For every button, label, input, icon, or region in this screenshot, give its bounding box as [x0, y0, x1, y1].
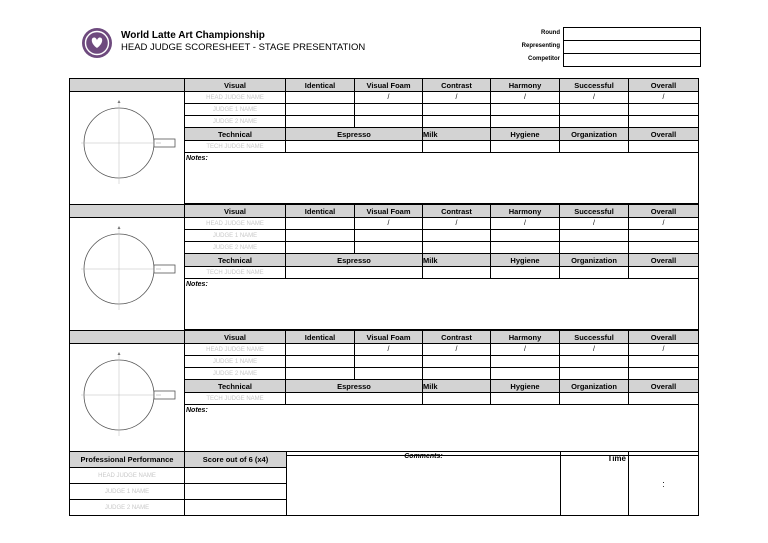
score-cell[interactable] [560, 393, 629, 405]
head-judge-name: HEAD JUDGE NAME [185, 92, 286, 104]
col-espresso: Espresso [286, 380, 423, 393]
score-cell[interactable]: / [560, 344, 629, 356]
col-overall: Overall [629, 79, 699, 92]
col-organization: Organization [560, 380, 629, 393]
score-cell[interactable] [286, 356, 355, 368]
col-identical: Identical [286, 79, 355, 92]
score-cell[interactable]: / [355, 218, 423, 230]
time-separator: : [662, 478, 665, 489]
score-cell[interactable] [423, 267, 491, 279]
col-harmony: Harmony [491, 79, 560, 92]
col-technical: Technical [185, 128, 286, 141]
col-overall: Overall [629, 205, 699, 218]
head-judge-name: HEAD JUDGE NAME [70, 468, 185, 484]
score-cell[interactable]: / [355, 344, 423, 356]
score-cell[interactable] [629, 116, 699, 128]
notes-label: Notes: [186, 407, 208, 414]
score-cell[interactable] [491, 116, 560, 128]
score-cell[interactable]: / [629, 92, 699, 104]
col-visual-foam: Visual Foam [355, 79, 423, 92]
score-cell[interactable] [286, 218, 355, 230]
score-cell[interactable] [491, 230, 560, 242]
time-label-cell [561, 452, 629, 516]
score-cell[interactable] [491, 242, 560, 254]
championship-logo [81, 27, 113, 59]
score-cell[interactable] [423, 242, 491, 254]
judge-2-name: JUDGE 2 NAME [185, 116, 286, 128]
col-successful: Successful [560, 205, 629, 218]
score-cell[interactable] [286, 393, 423, 405]
score-cell[interactable] [286, 141, 423, 153]
round-field[interactable] [563, 27, 701, 40]
col-tech-overall: Overall [629, 254, 699, 267]
score-cell[interactable]: / [491, 218, 560, 230]
score-cell[interactable] [560, 242, 629, 254]
score-cell[interactable] [355, 356, 423, 368]
score-cell[interactable] [560, 230, 629, 242]
score-cell[interactable] [629, 242, 699, 254]
score-cell[interactable] [491, 141, 560, 153]
score-cell[interactable] [423, 230, 491, 242]
score-cell[interactable] [355, 116, 423, 128]
col-hygiene: Hygiene [491, 254, 560, 267]
col-identical: Identical [286, 331, 355, 344]
score-cell[interactable] [560, 267, 629, 279]
judge-1-name: JUDGE 1 NAME [185, 356, 286, 368]
score-cell[interactable] [286, 368, 355, 380]
header-corner [70, 205, 185, 218]
head-judge-name: HEAD JUDGE NAME [185, 218, 286, 230]
score-cell[interactable] [355, 242, 423, 254]
score-cell[interactable] [629, 356, 699, 368]
score-cell[interactable] [560, 104, 629, 116]
score-cell[interactable] [629, 104, 699, 116]
score-cell[interactable] [560, 368, 629, 380]
notes-field[interactable] [185, 279, 699, 330]
col-visual: Visual [185, 331, 286, 344]
score-cell[interactable] [560, 141, 629, 153]
col-milk: Milk [423, 380, 491, 393]
head-judge-name: HEAD JUDGE NAME [185, 344, 286, 356]
time-field[interactable] [629, 452, 699, 516]
latte-cup-diagram [79, 350, 179, 440]
tech-judge-name: TECH JUDGE NAME [185, 267, 286, 279]
col-contrast: Contrast [423, 79, 491, 92]
score-cell[interactable] [423, 104, 491, 116]
col-organization: Organization [560, 128, 629, 141]
col-hygiene: Hygiene [491, 128, 560, 141]
col-contrast: Contrast [423, 331, 491, 344]
col-organization: Organization [560, 254, 629, 267]
score-cell[interactable] [355, 104, 423, 116]
col-contrast: Contrast [423, 205, 491, 218]
comments-field[interactable] [287, 452, 561, 516]
score-cell[interactable] [286, 344, 355, 356]
score-cell[interactable] [286, 242, 355, 254]
score-cell[interactable] [491, 104, 560, 116]
score-cell[interactable] [286, 230, 355, 242]
score-cell[interactable]: / [629, 344, 699, 356]
comments-label: Comments: [404, 453, 443, 460]
tech-judge-name: TECH JUDGE NAME [185, 141, 286, 153]
score-cell[interactable] [185, 500, 287, 516]
competitor-info [500, 27, 701, 66]
score-cell[interactable] [560, 356, 629, 368]
score-header: Score out of 6 (x4) [185, 452, 287, 468]
score-cell[interactable] [629, 393, 699, 405]
time-label: Time [607, 454, 626, 463]
col-successful: Successful [560, 331, 629, 344]
score-cell[interactable] [286, 267, 423, 279]
judge-2-name: JUDGE 2 NAME [185, 242, 286, 254]
score-cell[interactable] [491, 356, 560, 368]
col-overall: Overall [629, 331, 699, 344]
score-cell[interactable]: / [629, 218, 699, 230]
score-cell[interactable] [286, 116, 355, 128]
col-espresso: Espresso [286, 128, 423, 141]
professional-performance-section [69, 451, 698, 516]
tech-judge-name: TECH JUDGE NAME [185, 393, 286, 405]
score-cell[interactable] [423, 368, 491, 380]
score-cell[interactable] [423, 141, 491, 153]
col-visual-foam: Visual Foam [355, 205, 423, 218]
judge-2-name: JUDGE 2 NAME [70, 500, 185, 516]
notes-label: Notes: [186, 155, 208, 162]
col-tech-overall: Overall [629, 128, 699, 141]
score-cell[interactable]: / [560, 92, 629, 104]
notes-field[interactable] [185, 405, 699, 456]
latte-cup-diagram [79, 98, 179, 188]
col-tech-overall: Overall [629, 380, 699, 393]
beverage-score-block [69, 330, 698, 444]
col-successful: Successful [560, 79, 629, 92]
judge-1-name: JUDGE 1 NAME [70, 484, 185, 500]
judge-1-name: JUDGE 1 NAME [185, 104, 286, 116]
notes-label: Notes: [186, 281, 208, 288]
col-milk: Milk [423, 254, 491, 267]
score-cell[interactable] [423, 393, 491, 405]
col-harmony: Harmony [491, 331, 560, 344]
header-corner [70, 331, 185, 344]
score-cell[interactable] [491, 393, 560, 405]
round-label: Round [541, 30, 560, 36]
col-visual: Visual [185, 205, 286, 218]
score-cell[interactable] [355, 368, 423, 380]
score-cell[interactable] [185, 468, 287, 484]
col-identical: Identical [286, 205, 355, 218]
championship-title: World Latte Art Championship [121, 30, 265, 41]
beverage-score-block [69, 78, 698, 192]
score-cell[interactable] [286, 92, 355, 104]
score-cell[interactable] [423, 356, 491, 368]
competitor-field[interactable] [563, 53, 701, 67]
score-cell[interactable] [185, 484, 287, 500]
col-harmony: Harmony [491, 205, 560, 218]
col-technical: Technical [185, 254, 286, 267]
score-cell[interactable] [491, 267, 560, 279]
representing-label: Representing [521, 43, 560, 49]
professional-performance-header: Professional Performance [70, 452, 185, 468]
score-cell[interactable] [629, 230, 699, 242]
competitor-label: Competitor [528, 56, 560, 62]
score-cell[interactable]: / [423, 344, 491, 356]
score-cell[interactable]: / [491, 344, 560, 356]
score-cell[interactable] [629, 368, 699, 380]
beverage-score-block [69, 204, 698, 318]
score-cell[interactable]: / [423, 92, 491, 104]
col-espresso: Espresso [286, 254, 423, 267]
score-cell[interactable] [355, 230, 423, 242]
col-visual-foam: Visual Foam [355, 331, 423, 344]
score-cell[interactable]: / [560, 218, 629, 230]
score-cell[interactable] [491, 368, 560, 380]
score-cell[interactable] [560, 116, 629, 128]
col-hygiene: Hygiene [491, 380, 560, 393]
score-cell[interactable] [629, 141, 699, 153]
judge-1-name: JUDGE 1 NAME [185, 230, 286, 242]
score-cell[interactable] [423, 116, 491, 128]
score-cell[interactable] [629, 267, 699, 279]
notes-field[interactable] [185, 153, 699, 204]
col-milk: Milk [423, 128, 491, 141]
header-corner [70, 79, 185, 92]
scoresheet-subtitle: HEAD JUDGE SCORESHEET - STAGE PRESENTATION [121, 42, 366, 53]
col-technical: Technical [185, 380, 286, 393]
latte-cup-diagram [79, 224, 179, 314]
score-cell[interactable]: / [491, 92, 560, 104]
score-cell[interactable]: / [423, 218, 491, 230]
judge-2-name: JUDGE 2 NAME [185, 368, 286, 380]
representing-field[interactable] [563, 40, 701, 53]
col-visual: Visual [185, 79, 286, 92]
score-cell[interactable] [286, 104, 355, 116]
score-cell[interactable]: / [355, 92, 423, 104]
